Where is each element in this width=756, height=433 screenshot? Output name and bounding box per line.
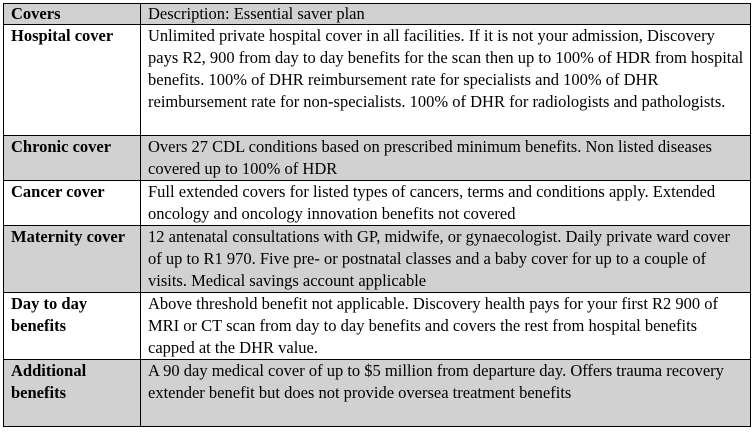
header-description: Description: Essential saver plan: [141, 4, 751, 25]
table-row-hospital-cover: [4, 25, 751, 136]
row-label: Chronic cover: [4, 136, 141, 181]
benefits-table: [3, 3, 751, 427]
header-covers: Covers: [4, 4, 141, 25]
row-description: Unlimited private hospital cover in all facilities. If it is not your admission, Discovery pays R2, 900 from day to day benefits for the scan then up to 100% of HDR from hospital benefits. 100% of DHR reimbursement rate for specialists and 100% of DHR reimbursement rate for non-specialists. 100% of DHR for radiologists and pathologists.: [141, 25, 751, 136]
row-description: Above threshold benefit not applicable. Discovery health pays for your first R2 900 of MRI or CT scan from day to day benefits and covers the rest from hospital benefits capped at the DHR value.: [141, 293, 751, 360]
row-description: Full extended covers for listed types of cancers, terms and conditions apply. Extended oncology and oncology innovation benefits not covered: [141, 181, 751, 226]
row-label: Cancer cover: [4, 181, 141, 226]
row-label: Hospital cover: [4, 25, 141, 136]
row-label: Day to day benefits: [4, 293, 141, 360]
row-description: 12 antenatal consultations with GP, midwife, or gynaecologist. Daily private ward cover of up to R1 970. Five pre- or postnatal classes and a baby cover for up to a couple of visits. Medical savings account applicable: [141, 226, 751, 293]
row-label: Maternity cover: [4, 226, 141, 293]
table-header-row: [4, 4, 751, 25]
table-row-maternity-cover: [4, 226, 751, 293]
table-row-cancer-cover: [4, 181, 751, 226]
row-description: A 90 day medical cover of up to $5 million from departure day. Offers trauma recovery extender benefit but does not provide oversea treatment benefits: [141, 360, 751, 427]
table-row-chronic-cover: [4, 136, 751, 181]
table-row-additional-benefits: [4, 360, 751, 427]
table-row-day-to-day-benefits: [4, 293, 751, 360]
row-label: Additional benefits: [4, 360, 141, 427]
row-description: Overs 27 CDL conditions based on prescribed minimum benefits. Non listed diseases covered up to 100% of HDR: [141, 136, 751, 181]
